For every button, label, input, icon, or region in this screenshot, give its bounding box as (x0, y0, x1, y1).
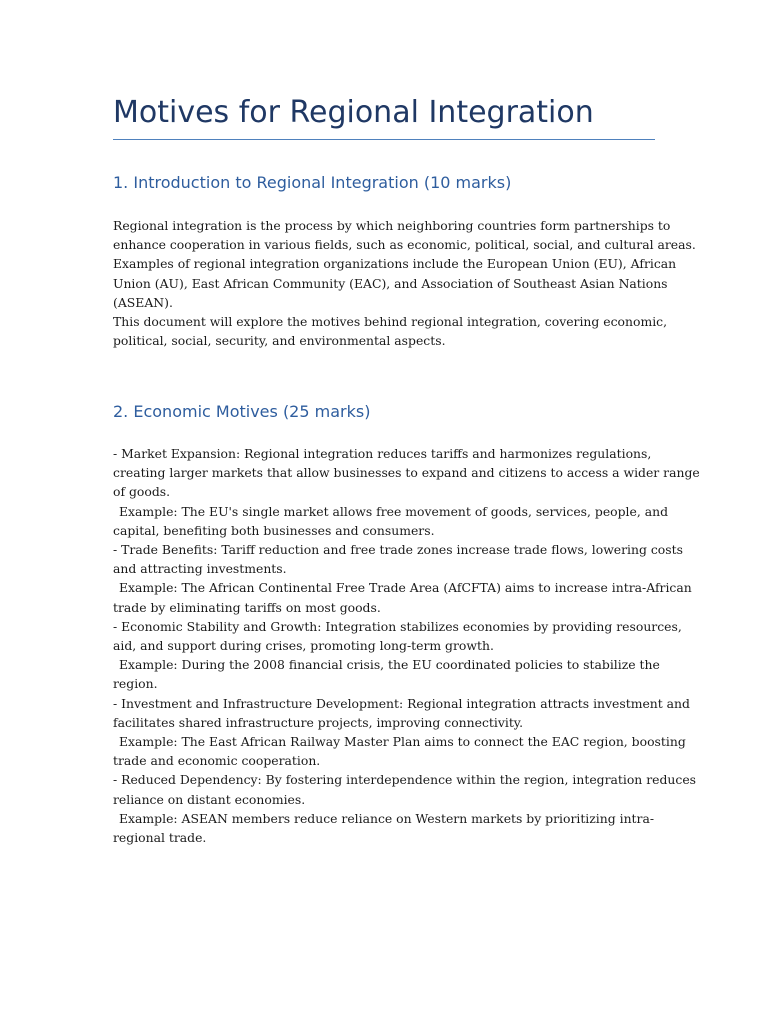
title-underline-divider (113, 139, 655, 140)
list-item-line: reliance on distant economies. (113, 791, 306, 807)
paragraph-line: political, social, security, and environmental aspects. (113, 333, 446, 349)
introduction-paragraph (113, 216, 696, 350)
example-line: trade by eliminating tariffs on most goods. (113, 599, 381, 615)
list-item-line: and attracting investments. (113, 561, 287, 577)
paragraph-line: Regional integration is the process by which neighboring countries form partnerships to (113, 218, 671, 233)
example-line: region. (113, 676, 158, 692)
paragraph-line: enhance cooperation in various fields, such as economic, political, social, and cultural areas. (113, 237, 696, 253)
example-line: Example: The EU's single market allows free movement of goods, services, people, and (119, 503, 669, 519)
list-item-line: - Investment and Infrastructure Development: Regional integration attracts investment and (113, 695, 690, 711)
example-line: Example: The East African Railway Master Plan aims to connect the EAC region, boosting (119, 734, 686, 750)
list-item-line: aid, and support during crises, promoting long-term growth. (113, 638, 494, 654)
list-item-line: - Market Expansion: Regional integration reduces tariffs and harmonizes regulations, (113, 446, 652, 461)
document-title: Motives for Regional Integration (113, 95, 594, 130)
example-line: regional trade. (113, 830, 207, 846)
list-item-line: creating larger markets that allow businesses to expand and citizens to access a wider range (113, 465, 700, 481)
section-heading-introduction: 1. Introduction to Regional Integration (10 marks) (113, 173, 512, 192)
section-heading-economic-motives: 2. Economic Motives (25 marks) (113, 402, 371, 421)
paragraph-line: Examples of regional integration organizations include the European Union (EU), African (113, 256, 677, 272)
example-line: trade and economic cooperation. (113, 753, 321, 769)
list-item-line: of goods. (113, 484, 171, 500)
list-item-line: - Reduced Dependency: By fostering interdependence within the region, integration reduces (113, 772, 697, 788)
list-item-line: - Trade Benefits: Tariff reduction and free trade zones increase trade flows, lowering costs (113, 542, 683, 558)
example-line: Example: During the 2008 financial crisis, the EU coordinated policies to stabilize the (119, 657, 660, 673)
example-line: capital, benefiting both businesses and consumers. (113, 522, 435, 538)
list-item-line: facilitates shared infrastructure projects, improving connectivity. (113, 714, 524, 730)
paragraph-line: (ASEAN). (113, 294, 173, 310)
example-line: Example: The African Continental Free Trade Area (AfCFTA) aims to increase intra-African (119, 580, 692, 596)
paragraph-line: This document will explore the motives behind regional integration, covering economic, (113, 314, 668, 330)
economic-motives-list (113, 444, 700, 847)
list-item-line: - Economic Stability and Growth: Integration stabilizes economies by providing resources, (113, 618, 682, 634)
example-line: Example: ASEAN members reduce reliance on Western markets by prioritizing intra- (119, 810, 655, 826)
paragraph-line: Union (AU), East African Community (EAC), and Association of Southeast Asian Nations (113, 275, 668, 291)
